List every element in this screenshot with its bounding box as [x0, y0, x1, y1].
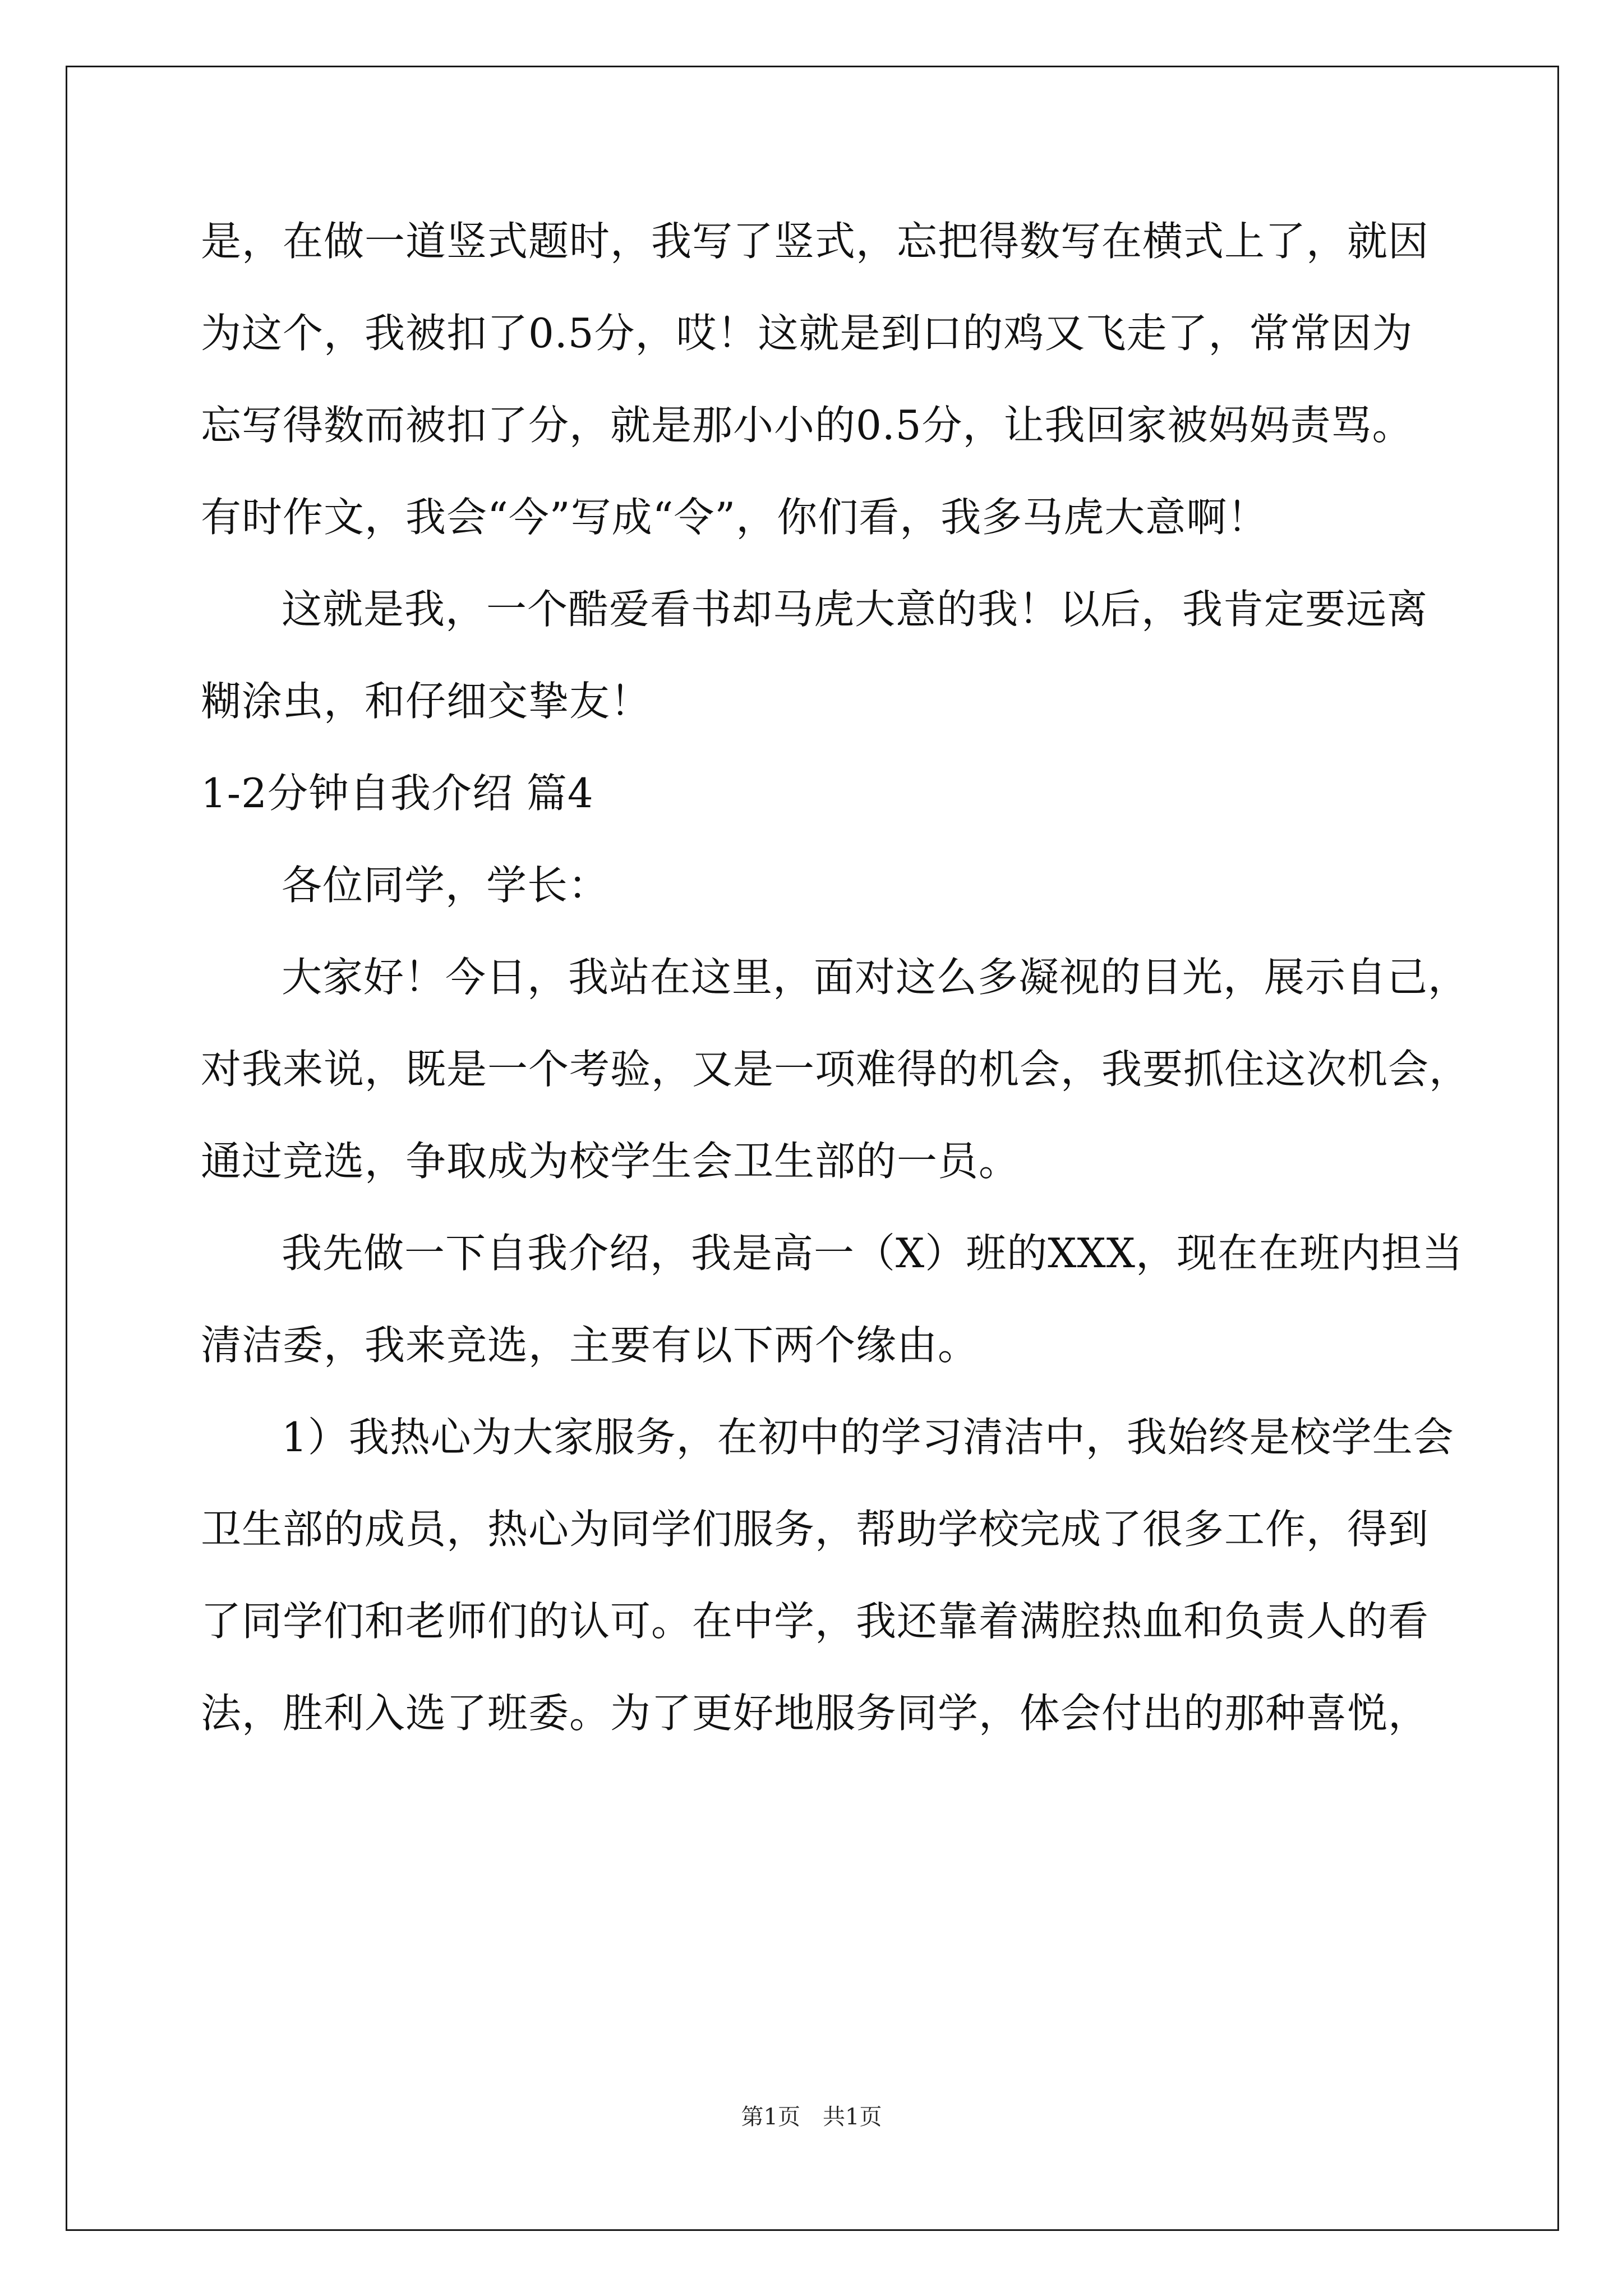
page-footer — [0, 2099, 1623, 2131]
body-text-line: 卫生部的成员，热心为同学们服务，帮助学校完成了很多工作，得到 — [201, 1506, 1430, 1553]
body-text-line: 对我来说，既是一个考验，又是一项难得的机会，我要抓住这次机会， — [201, 1046, 1470, 1093]
body-text-line: 通过竞选，争取成为校学生会卫生部的一员。 — [201, 1138, 1020, 1185]
salutation: 各位同学，学长： — [282, 862, 610, 909]
body-text-line: 我先做一下自我介绍，我是高一（X）班的XXX，现在在班内担当 — [282, 1230, 1464, 1277]
body-text-line: 1）我热心为大家服务，在初中的学习清洁中，我始终是校学生会 — [282, 1414, 1454, 1461]
page-number-total: 共1页 — [823, 2104, 882, 2130]
body-text-line: 了同学们和老师们的认可。在中学，我还靠着满腔热血和负责人的看 — [201, 1598, 1430, 1645]
section-heading: 1-2分钟自我介绍 篇4 — [201, 770, 594, 817]
body-text-line: 有时作文，我会“今”写成“令”，你们看，我多马虎大意啊！ — [201, 494, 1269, 541]
body-text-line: 法，胜利入选了班委。为了更好地服务同学，体会付出的那种喜悦， — [201, 1690, 1430, 1737]
body-text-line: 清洁委，我来竞选，主要有以下两个缘由。 — [201, 1322, 979, 1369]
body-text-line: 这就是我，一个酷爱看书却马虎大意的我！以后，我肯定要远离 — [282, 586, 1428, 633]
page-number-current: 第1页 — [741, 2104, 800, 2130]
body-text-line: 大家好！今日，我站在这里，面对这么多凝视的目光，展示自己， — [282, 954, 1469, 1001]
body-text-line: 为这个，我被扣了0.5分，哎！这就是到口的鸡又飞走了，常常因为 — [201, 310, 1413, 357]
body-text-line: 糊涂虫，和仔细交挚友！ — [201, 678, 652, 725]
body-text-line: 是，在做一道竖式题时，我写了竖式，忘把得数写在横式上了，就因 — [201, 218, 1430, 265]
body-text-line: 忘写得数而被扣了分，就是那小小的0.5分，让我回家被妈妈责骂。 — [201, 402, 1413, 449]
